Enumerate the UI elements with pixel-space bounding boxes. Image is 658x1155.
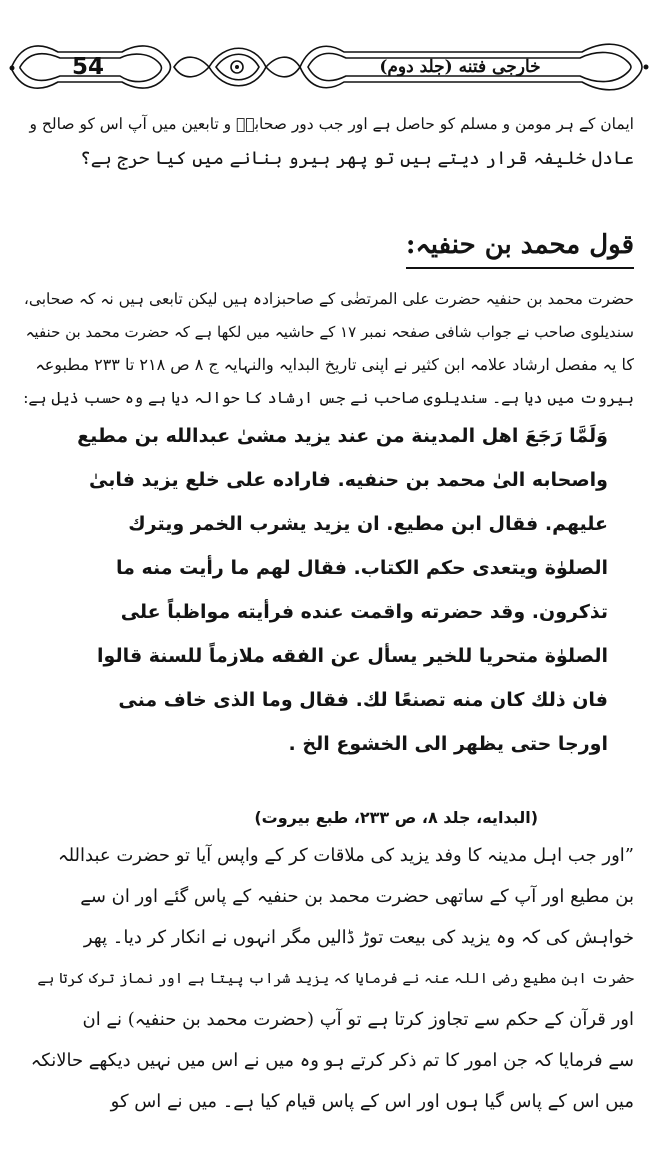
arabic-quote-line: وَلَمَّا رَجَعَ اهل المدينة من عند يزيد مشىٰ عبدالله بن مطيع [77, 425, 608, 447]
arabic-quote-line: واصحابه الىٰ محمد بن حنفيه. فاراده على خلع يزيد فابىٰ [89, 469, 608, 491]
body-line: بیروت میں دیا ہے۔ سندیلوی صاحب نے جس ارشاد کا حوالہ دیا ہے وہ حسب ذیل ہے: [23, 389, 634, 407]
running-title: خارجی فتنه (جلد دوم) [379, 57, 541, 77]
arabic-quote-line: الصلوٰة ويتعدى حكم الكتاب. فقال لهم ما رأيت منه ما [116, 557, 608, 579]
intro-line: ایمان کے ہر مومن و مسلم کو حاصل ہے اور جب دور صحابہؓ و تابعین میں آپ اس کو صالح و [29, 115, 634, 133]
translation-line: ”اور جب اہل مدینہ کا وفد یزید کی ملاقات کر کے واپس آیا تو حضرت عبداللہ [58, 845, 634, 866]
body-line: حضرت محمد بن حنفیہ حضرت علی المرتضٰی کے صاحبزادہ ہیں لیکن تابعی ہیں نہ کہ صحابی، [23, 290, 634, 308]
translation-line: سے فرمایا کہ جن امور کا تم ذکر کرتے ہو وہ میں نے اس میں نہیں دیکھے حالانکہ [30, 1050, 634, 1071]
arabic-quote-line: الصلوٰة متحريا للخير يسأل عن الفقه ملازماً للسنة قالوا [97, 645, 608, 667]
translation-line: میں اس کے پاس گیا ہوں اور اس کے پاس قیام کیا ہے۔ میں نے اس کو [110, 1091, 634, 1112]
body-line: کا یہ مفصل ارشاد علامہ ابن کثیر نے اپنی تاریخ البدایہ والنہایہ ج ۸ ص ۲۱۸ تا ۲۳۳ مطبوعہ [35, 355, 634, 374]
arabic-quote-line: اورجا حتى يظهر الى الخشوع الخ . [288, 733, 608, 755]
translation-line: بن مطیع اور آپ کے ساتھی حضرت محمد بن حنفیہ کے پاس گئے اور ان سے [80, 886, 634, 907]
section-heading: قول محمد بن حنفیہ: [406, 225, 634, 269]
arabic-quote-line: فان ذلك كان منه تصنعًا لك. فقال وما الذى خاف منى [118, 689, 608, 711]
translation-line: اور قرآن کے حکم سے تجاوز کرتا ہے تو آپ (حضرت محمد بن حنفیہ) نے ان [82, 1009, 634, 1030]
page-number: 54 [71, 54, 104, 80]
body-line: سندیلوی صاحب نے جواب شافی صفحہ نمبر ۱۷ کے حاشیہ میں لکھا ہے کہ حضرت محمد بن حنفیہ [25, 323, 634, 341]
translation-line: حضرت ابن مطیع رضی اللہ عنہ نے فرمایا کہ یزید شراب پیتا ہے اور نماز ترک کرتا ہے [37, 971, 634, 987]
reference-citation: (البدايه، جلد ۸، ص ۲۳۳، طبع بيروت) [254, 808, 538, 827]
arabic-quote-line: تذكرون. وقد حضرته واقمت عنده فرأيته مواظباً على [120, 601, 608, 623]
translation-line: خواہش کی کہ وہ یزید کی بیعت توڑ ڈالیں مگر انہوں نے انکار کر دیا۔ پھر [83, 927, 634, 948]
intro-line: عادل خلیفہ قرار دیتے ہیں تو پھر ہیرو بنانے میں کیا حرج ہے؟ [80, 148, 634, 169]
arabic-quote-line: عليهم. فقال ابن مطيع. ان يزيد يشرب الخمر ويترك [128, 513, 608, 535]
